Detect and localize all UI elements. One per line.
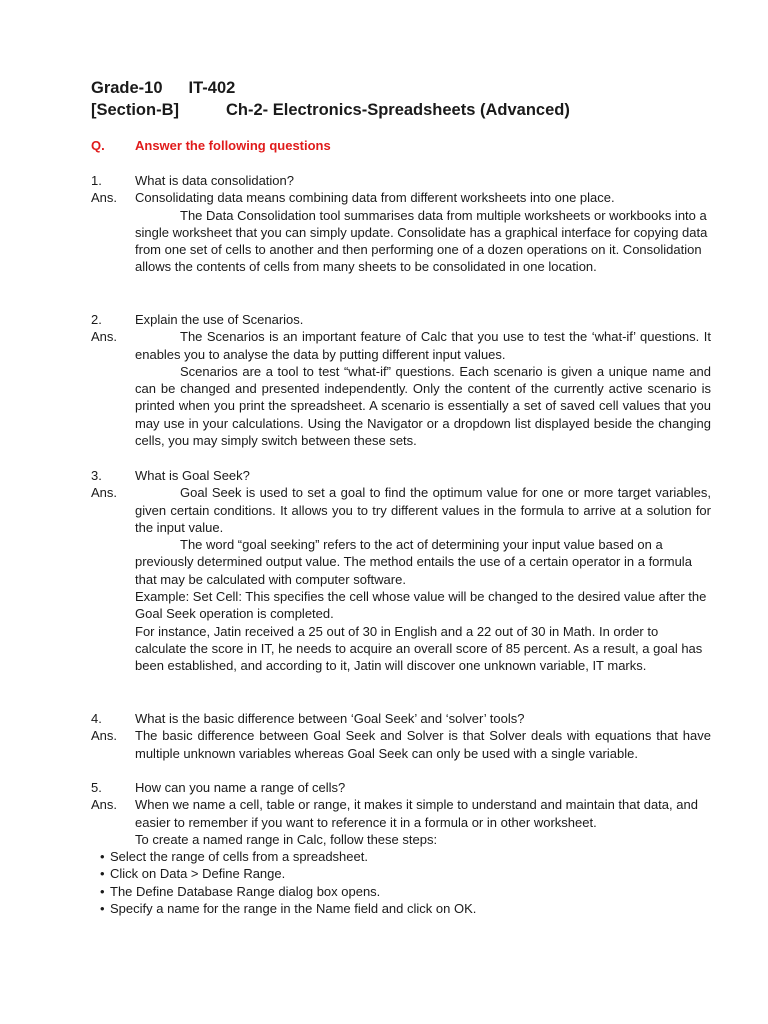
question-text: What is the basic difference between ‘Goal Seek’ and ‘solver’ tools? <box>135 711 525 726</box>
question-number: 3. <box>91 468 102 483</box>
bullet-icon: • <box>100 883 105 899</box>
question-5 <box>91 779 711 917</box>
list-item: • Specify a name for the range in the Name field and click on OK. <box>100 901 477 917</box>
question-text: What is data consolidation? <box>135 173 294 188</box>
question-text: What is Goal Seek? <box>135 468 250 483</box>
questions-heading-text: Answer the following questions <box>135 138 331 153</box>
section-label: [Section-B] <box>91 101 179 119</box>
questions-heading <box>91 138 331 153</box>
bullet-icon: • <box>100 866 105 882</box>
answer-paragraph: The Data Consolidation tool summarises data from multiple worksheets or workbooks into a single worksheet that you can simply update. Consolidate has a graphical interface for copying data from one set of cells to another and then performing one of a dozen operations on it. Consolidation allows the contents of cells from many sheets to be consolidated in one location. <box>135 207 708 275</box>
header-line-1 <box>91 79 235 98</box>
questions-heading-label: Q. <box>91 138 105 153</box>
answer-paragraph: The word “goal seeking” refers to the act of determining your input value based on a previously determined output value. The method entails the use of a certain operator in a formula that may be calculated with computer software. <box>135 537 692 587</box>
answer-paragraph: Consolidating data means combining data from different worksheets into one place. <box>135 190 615 206</box>
bullet-list <box>91 848 711 917</box>
answer-label: Ans. <box>91 797 118 813</box>
list-item: • Select the range of cells from a spreadsheet. <box>100 849 368 865</box>
answer-label: Ans. <box>91 728 118 744</box>
question-1 <box>91 172 711 276</box>
question-text: How can you name a range of cells? <box>135 780 346 795</box>
question-number: 5. <box>91 780 102 795</box>
list-item: • The Define Database Range dialog box opens. <box>100 883 381 899</box>
question-text: Explain the use of Scenarios. <box>135 312 304 327</box>
answer-paragraph: Example: Set Cell: This specifies the cell whose value will be changed to the desired value after the Goal Seek operation is completed. <box>135 589 707 622</box>
question-number: 1. <box>91 173 102 188</box>
question-number: 4. <box>91 711 102 726</box>
answer-paragraph: Goal Seek is used to set a goal to find the optimum value for one or more target variables, given certain conditions. It allows you to try different values in the formula to arrive at a solution for the input value. <box>135 485 711 535</box>
answer-label: Ans. <box>91 329 118 345</box>
answer-paragraph: To create a named range in Calc, follow these steps: <box>135 831 438 847</box>
question-2 <box>91 311 711 449</box>
chapter-title: Ch-2- Electronics-Spreadsheets (Advanced) <box>226 101 570 119</box>
question-3 <box>91 467 711 675</box>
header-line-2 <box>91 101 570 120</box>
answer-label: Ans. <box>91 485 118 501</box>
bullet-icon: • <box>100 901 105 917</box>
answer-paragraph: When we name a cell, table or range, it makes it simple to understand and maintain that data, and easier to remember if you want to reference it in a formula or in other worksheet. <box>135 797 698 830</box>
list-item: • Click on Data > Define Range. <box>100 866 286 882</box>
answer-paragraph: For instance, Jatin received a 25 out of 30 in English and a 22 out of 30 in Math. In order to calculate the score in IT, he needs to acquire an overall score of 85 percent. As a result, a goal has been established, and according to it, Jatin will discover one unknown variable, IT marks. <box>135 623 703 674</box>
answer-paragraph: The Scenarios is an important feature of Calc that you use to test the ‘what-if’ questions. It enables you to analyse the data by putting different input values. <box>135 329 711 362</box>
bullet-icon: • <box>100 849 105 865</box>
answer-paragraph: Scenarios are a tool to test “what-if” questions. Each scenario is given a unique name and can be changed and presented independently. Only the content of the currently active scenario is printed when you print the spreadsheet. A scenario is essentially a set of saved cell values that you may use in your calculations. Using the Navigator or a dropdown list displayed beside the changing cells, you may simply switch between these sets. <box>135 363 711 449</box>
question-4 <box>91 710 711 762</box>
answer-label: Ans. <box>91 190 118 206</box>
grade-label: Grade-10 <box>91 79 163 97</box>
answer-paragraph: The basic difference between Goal Seek and Solver is that Solver deals with equations that have multiple unknown variables whereas Goal Seek can only be used with a single variable. <box>135 728 711 761</box>
course-code: IT-402 <box>188 79 236 97</box>
question-number: 2. <box>91 312 102 327</box>
